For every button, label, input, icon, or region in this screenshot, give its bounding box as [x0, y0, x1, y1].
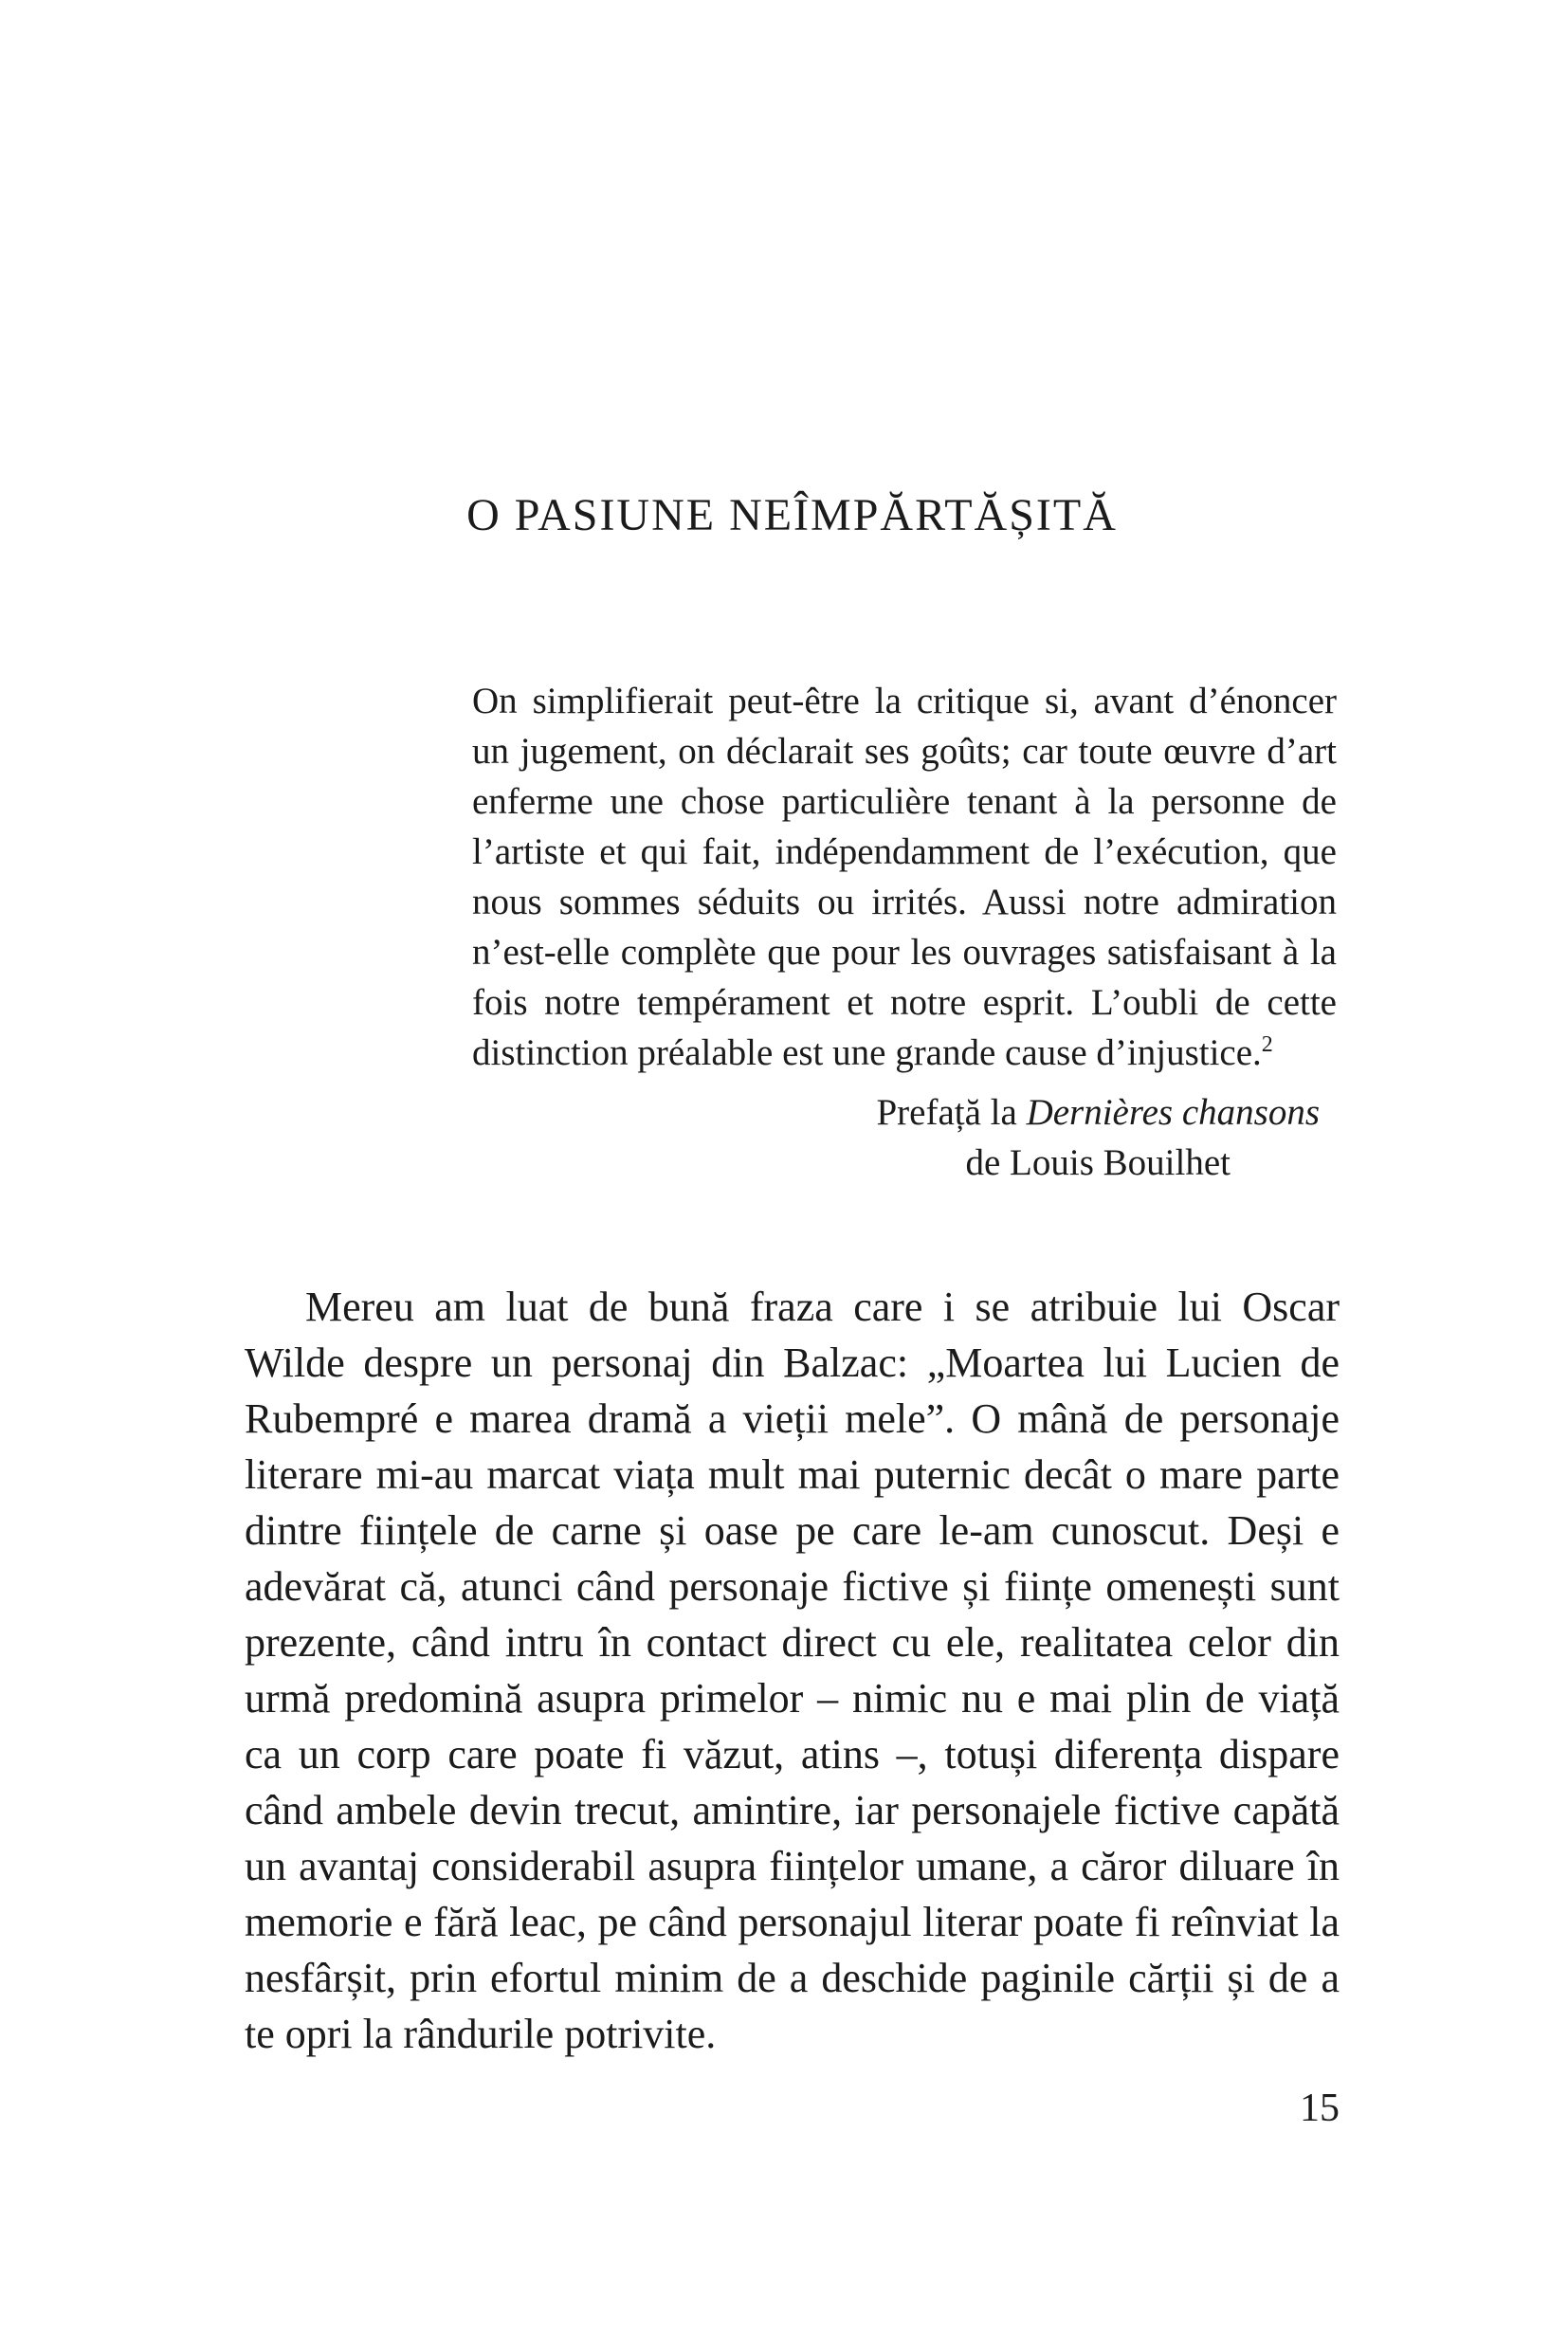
- attribution-work-title: Dernières chansons: [1026, 1091, 1320, 1133]
- page-number: 15: [1300, 2086, 1340, 2130]
- content-column: [245, 0, 1340, 2132]
- attribution-author: de Louis Bouilhet: [965, 1141, 1231, 1183]
- epigraph-attribution: [876, 1087, 1320, 1188]
- attribution-prefix: Prefață la: [876, 1091, 1027, 1133]
- chapter-title: O PASIUNE NEÎMPĂRTĂȘITĂ: [466, 490, 1118, 540]
- body-paragraph: Mereu am luat de bună fraza care i se atribuie lui Oscar Wilde despre un personaj din Balzac: „Moartea lui Lucien de Rubempré e marea dramă a vieții mele”. O mână de personaje literare mi-au marcat viața mult mai puternic decât o mare parte dintre ființele de carne și oase pe care le-am cunoscut. Deși e adevărat că, atunci când personaje fictive și ființe omenești sunt prezente, când intru în contact direct cu ele, realitatea celor din urmă predomină asupra primelor – nimic nu e mai plin de viață ca un corp care poate fi văzut, atins –, totuși diferența dispare când ambele devin trecut, amintire, iar personajele fictive capătă un avantaj considerabil asupra ființelor umane, a căror diluare în memorie e fără leac, pe când personajul literar poate fi reînviat la nesfârșit, prin efortul minim de a deschide paginile cărții și de a te opri la rândurile potrivite.: [245, 1283, 1340, 2057]
- epigraph-quote: On simplifierait peut-être la critique si, avant d’énoncer un jugement, on déclarait ses goûts; car toute œuvre d’art enferme une chose particulière tenant à la personne de l’artiste et qui fait, indépendamment de l’exécution, que nous sommes séduits ou irrités. Aussi notre admiration n’est-elle complète que pour les ouvrages satisfaisant à la fois notre tempérament et notre esprit. L’oubli de cette distinction préalable est une grande cause d’injustice.: [472, 680, 1337, 1073]
- epigraph-text: [472, 676, 1337, 1078]
- footnote-marker: 2: [1261, 1031, 1273, 1057]
- epigraph-block: [472, 676, 1337, 1188]
